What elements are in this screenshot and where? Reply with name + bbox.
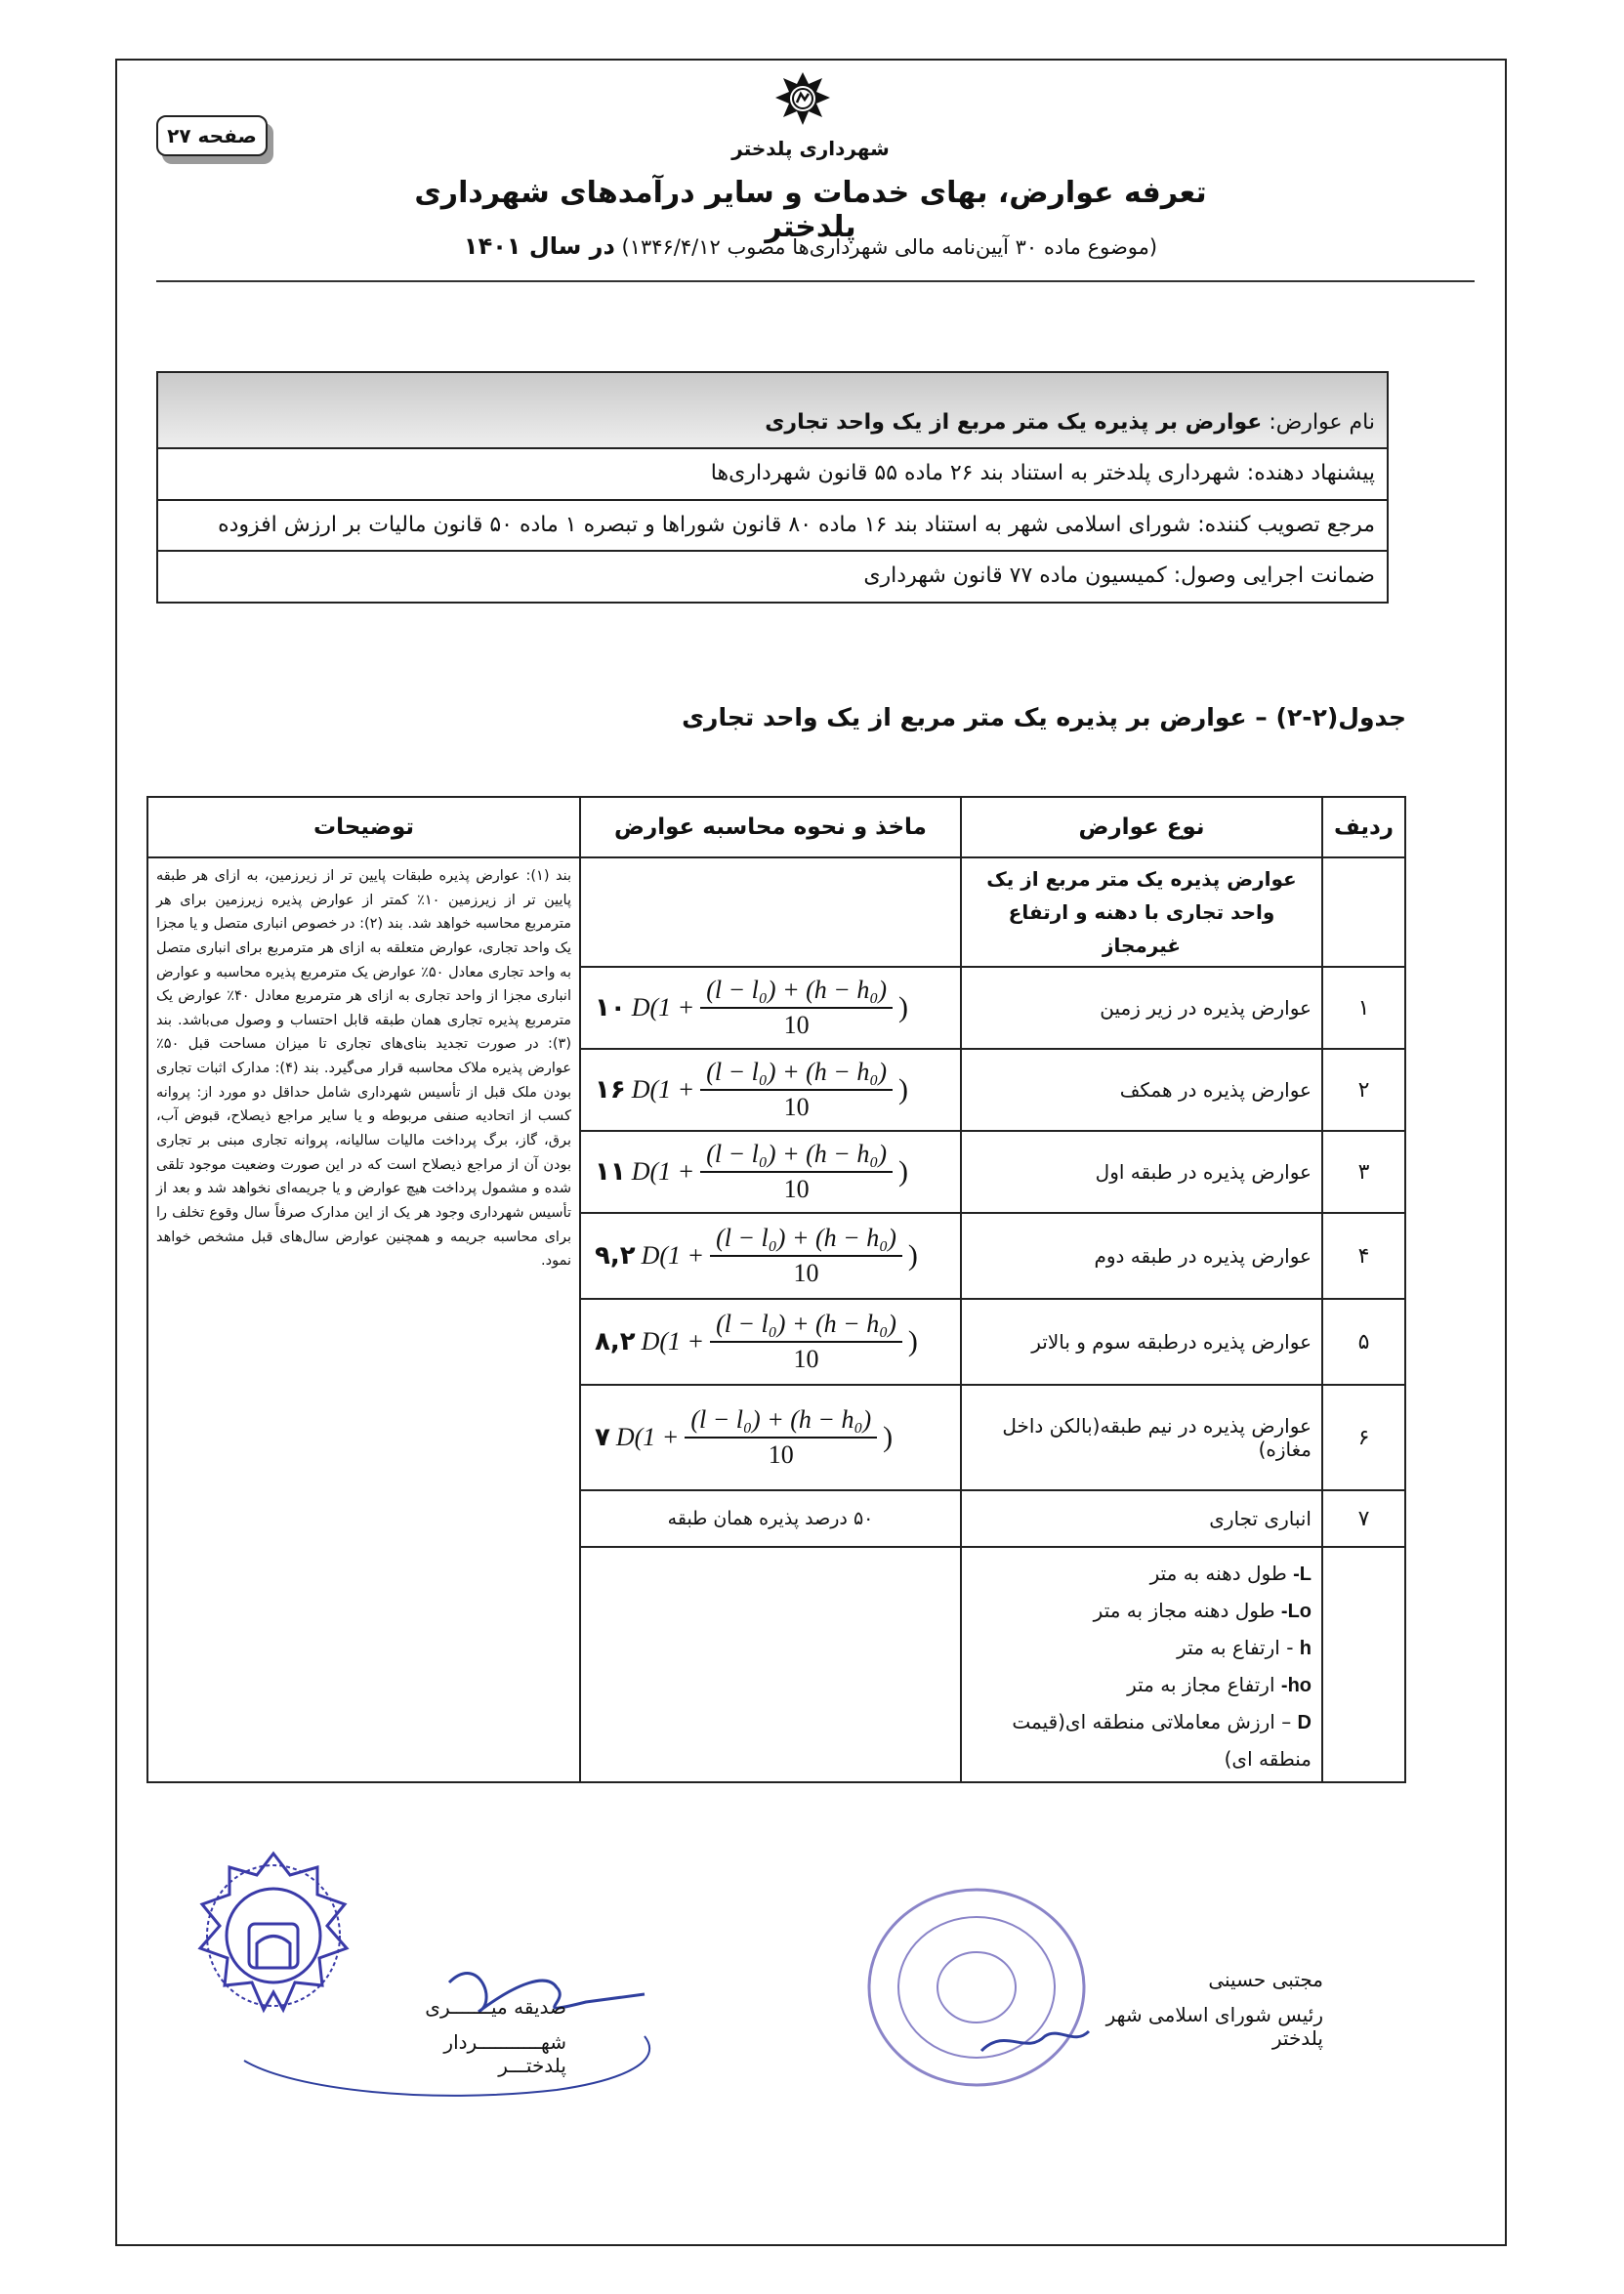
legend-text: - ارتفاع به متر [1177,1636,1294,1659]
legend-cell [961,1547,1322,1782]
row-number: ۷ [1322,1490,1405,1547]
row-number: ۴ [1322,1213,1405,1299]
mayor-name: صدیقه میـــــــری [425,1995,566,2019]
municipality-name: شهرداری پلدختر [731,137,890,160]
row-type: عوارض پذیره در نیم طبقه(بالکن داخل مغازه) [961,1385,1322,1490]
formula-numerator: (l − l₀) + (h − h₀) [710,1310,902,1343]
formula-numerator: (l − l₀) + (h − h₀) [700,1140,893,1173]
proposer-text: پیشنهاد دهنده: شهرداری پلدختر به استناد بند ۲۶ ماده ۵۵ قانون شهرداری‌ها [157,448,1388,500]
formula-prefix: D(1 + [631,993,695,1022]
legend-text: – ارزش معاملاتی منطقه ای(قیمت منطقه ای) [1012,1710,1312,1771]
formula-denominator: 10 [783,1011,810,1039]
table-row-category [147,857,1405,967]
header-row-number: ردیف [1322,797,1405,857]
formula-coefficient: ۱۶ [595,1075,626,1105]
category-cell: عوارض پذیره یک متر مربع از یک واحد تجاری با دهنه و ارتفاع غیرمجاز [961,857,1322,967]
row-formula-text: ۵۰ درصد پذیره همان طبقه [580,1490,961,1547]
council-signature-block [1084,1968,1323,2050]
page-number-badge: صفحه ۲۷ [156,115,268,156]
row-number: ۱ [1322,967,1405,1049]
legend-text: طول دهنه به متر [1149,1562,1287,1585]
legend-item [972,1630,1312,1667]
formula-prefix: D(1 + [631,1075,695,1104]
guarantee-text: ضمانت اجرایی وصول: کمیسیون ماده ۷۷ قانون شهرداری [157,551,1388,603]
info-row-guarantee [157,551,1388,603]
formula-numerator: (l − l₀) + (h − h₀) [700,976,893,1009]
legend-symbol: L- [1293,1564,1312,1585]
row-type: انباری تجاری [961,1490,1322,1547]
row-type: عوارض پذیره در طبقه اول [961,1131,1322,1213]
legend-text: ارتفاع مجاز به متر [1127,1673,1275,1696]
header-formula: ماخذ و نحوه محاسبه عوارض [580,797,961,857]
row-type: عوارض پذیره درطبقه سوم و بالاتر [961,1299,1322,1385]
formula-denominator: 10 [768,1440,794,1469]
document-title: تعرفه عوارض، بهای خدمات و سایر درآمدهای شهرداری پلدختر [414,176,1207,244]
info-row-name [157,372,1388,448]
municipality-logo-icon [771,70,834,133]
formula-prefix: D(1 + [641,1327,705,1356]
legend-item [972,1667,1312,1704]
legend-symbol: ho- [1280,1675,1312,1696]
mayor-signature-block [371,1995,566,2077]
formula-coefficient: ۸,۲ [595,1327,636,1356]
legend-symbol: h [1299,1638,1312,1659]
info-row-proposer [157,448,1388,500]
row-number: ۳ [1322,1131,1405,1213]
council-head-title: رئیس شورای اسلامی شهر پلدختر [1105,2003,1323,2050]
formula-prefix: D(1 + [641,1241,705,1270]
table-header-row [147,797,1405,857]
row-formula: ۷ D(1 + $\frac{\text{(l − l₀) + (h − h₀)}}{10}$ ) [580,1385,961,1490]
row-formula: ۱۰ D(1 + $\frac{\text{(l − l₀) + (h − h₀)}}{10}$ ) [580,967,961,1049]
formula-prefix: D(1 + [615,1423,680,1451]
document-subtitle [449,232,1172,260]
legend-item [972,1593,1312,1630]
formula-coefficient: ۹,۲ [595,1241,636,1271]
formula-denominator: 10 [793,1259,819,1287]
council-head-name: مجتبی حسینی [1208,1968,1323,1991]
council-seal-icon [859,1880,1094,2095]
row-formula: ۱۶ D(1 + $\frac{\text{(l − l₀) + (h − h₀)}}{10}$ ) [580,1049,961,1131]
notes-cell: بند (۱): عوارض پذیره طبقات پایین تر از زیرزمین، به ازای هر طبقه پایین تر از زیرزمین ۱۰٪ کمتر از عوارض پذیره زیرزمین برای هر مترمربع محاسبه خواهد شد. بند (۲): در خصوص انباری متصل و یا مجزا یک واحد تجاری، عوارض متعلقه به ازای هر مترمربع برای انباری متصل به واحد تجاری معادل ۵۰٪ عوارض یک مترمربع پذیره محاسبه و عوارض انباری مجزا از واحد تجاری به ازای هر مترمربع معادل ۴۰٪ عوارض یک مترمربع پذیره تجاری همان طبقه قابل احتساب و وصول می‌باشد. بند (۳): در صورت تجدید بنای‌های تجاری تا میزان مساحت قبل ۵۰٪ عوارض پذیره ملاک محاسبه قرار می‌گیرد. بند (۴): مدارک اثبات تجاری بودن ملک قبل از تأسیس شهرداری شامل حداقل دو مورد از: پروانه کسب از اتحادیه صنفی مربوطه و یا سایر مراجع ذیصلاح، قبوض آب، برق، گاز، برگ پرداخت مالیات سالیانه، پروانه تجاری مبنی بر تجاری بودن آن از مراجع ذیصلاح است که در این صورت وضعیت موجود تلقی شده و مشمول پرداخت هیچ عوارض و یا جریمه‌ای نخواهد شد و بعد از تأسیس شهرداری وجود هر یک از این مدارک صرفاً سال وقوع تخلف را برای محاسبه جریمه و همچنین عوارض سال‌های قبل مشخص خواهد نمود. [147,857,580,1782]
row-formula: ۱۱ D(1 + $\frac{\text{(l − l₀) + (h − h₀)}}{10}$ ) [580,1131,961,1213]
subtitle-year: در سال ۱۴۰۱ [463,232,615,260]
header-notes: توضیحات [147,797,580,857]
formula-denominator: 10 [783,1093,810,1121]
approver-text: مرجع تصویب کننده: شورای اسلامی شهر به استناد بند ۱۶ ماده ۸۰ قانون شوراها و تبصره ۱ ماده ۵۰ قانون مالیات بر ارزش افزوده [157,500,1388,552]
row-type: عوارض پذیره در طبقه دوم [961,1213,1322,1299]
formula-numerator: (l − l₀) + (h − h₀) [700,1058,893,1091]
row-number: ۵ [1322,1299,1405,1385]
table-title: جدول(۲-۲) – عوارض بر پذیره یک متر مربع از یک واحد تجاری [682,703,1406,731]
row-number: ۶ [1322,1385,1405,1490]
row-formula: ۹,۲ D(1 + $\frac{\text{(l − l₀) + (h − h₀)}}{10}$ ) [580,1213,961,1299]
legend-text: طول دهنه مجاز به متر [1093,1599,1275,1622]
formula-prefix: D(1 + [631,1157,695,1186]
formula-denominator: 10 [793,1345,819,1373]
legend-item [972,1556,1312,1593]
row-type: عوارض پذیره در همکف [961,1049,1322,1131]
info-row-approver [157,500,1388,552]
formula-coefficient: ۷ [595,1423,610,1452]
row-type: عوارض پذیره در زیر زمین [961,967,1322,1049]
legend-symbol: Lo- [1280,1601,1312,1622]
formula-denominator: 10 [783,1175,810,1203]
header-divider [156,280,1475,282]
header-type: نوع عوارض [961,797,1322,857]
tariff-name-value: عوارض بر پذیره یک متر مربع از یک واحد تجاری [765,409,1263,435]
tariff-info-table [156,371,1389,604]
formula-coefficient: ۱۰ [595,993,626,1022]
row-number: ۲ [1322,1049,1405,1131]
row-formula: ۸,۲ D(1 + $\frac{\text{(l − l₀) + (h − h₀)}}{10}$ ) [580,1299,961,1385]
mayor-title: شهـــــــــــردار پلدختـــر [443,2030,566,2077]
subtitle-note: (موضوع ماده ۳۰ آیین‌نامه مالی شهرداری‌ها مصوب ۱۳۴۶/۴/۱۲) [621,235,1158,259]
formula-numerator: (l − l₀) + (h − h₀) [710,1224,902,1257]
formula-coefficient: ۱۱ [595,1157,626,1187]
legend-item [972,1704,1312,1777]
council-signature-icon [977,2022,1094,2061]
tariff-name-label: نام عوارض: [1269,409,1375,435]
tariff-table [146,796,1406,1783]
legend-symbol: D [1297,1712,1312,1733]
formula-numerator: (l − l₀) + (h − h₀) [685,1405,877,1439]
